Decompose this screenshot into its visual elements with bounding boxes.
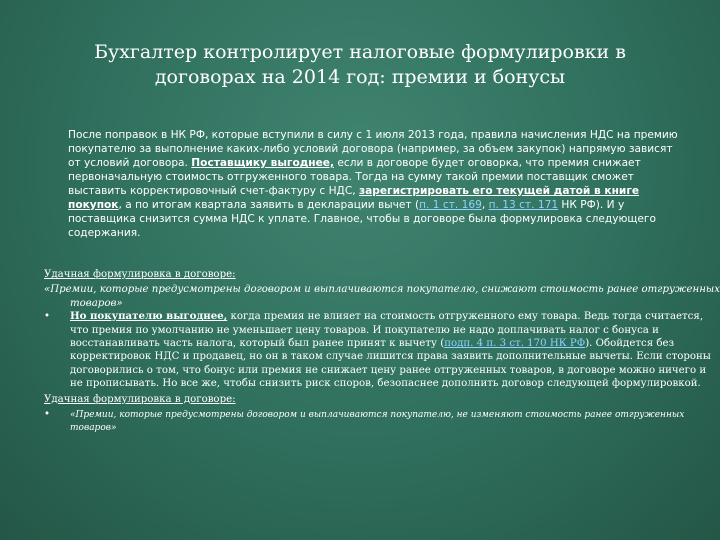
intro-text-2: если в договоре будет оговорка, что премия снижает первоначальную стоимость отгруженного товара. Тогда на сумму такой премии поставщик сможет выставить корректировочный счет-фактуру с НДС, xyxy=(68,157,641,197)
bullet-item-1 xyxy=(44,310,720,390)
bullet-2-text: «Премии, которые предусмотрены договором и выплачиваются покупателю, не изменяют стоимость ранее отгруженных товаров» xyxy=(70,410,685,434)
link-podp4-p3-st170[interactable]: подп. 4 п. 3 ст. 170 НК РФ xyxy=(444,338,586,350)
bullet-symbol-1: • xyxy=(44,311,51,323)
intro-sep: , xyxy=(481,199,489,211)
intro-text-4: НК РФ). И у поставщика снизится сумма НДС к уплате. Главное, чтобы в договоре была формулировка следующего содержания. xyxy=(68,199,656,239)
quote-1-line-1: «Премии, которые предусмотрены договором и выплачиваются покупателю, снижают стоимость ранее отгруженных xyxy=(44,284,720,296)
title-line-1: Бухгалтер контролирует налоговые формулировки в xyxy=(94,41,626,63)
bullet-symbol-2: • xyxy=(44,409,51,421)
bullet-1-text-1: когда премия не влияет на стоимость отгруженного ему товара. Ведь тогда считается, что премия по умолчанию не уменьшает цену товаров. И покупателю не надо доплачивать налог с бонуса и восстанавливать часть налога, который был ранее принят к вычету ( xyxy=(70,311,704,350)
title-line-2: договорах на 2014 год: премии и бонусы xyxy=(154,66,566,88)
bullet-1-text-2: ). Обойдется без корректировок НДС и продавец, но он в таком случае лишится права заявить дополнительные вычеты. Если стороны договорились о том, что бонус или премия не снижает цену ранее отгруженных товаров, в договоре можно ничего и не прописывать. Но все же, чтобы снизить риск споров, безопаснее дополнить договор следующей формулировкой. xyxy=(70,338,711,390)
section-heading-2: Удачная формулировка в договоре: xyxy=(44,393,236,405)
link-p13-st171[interactable]: п. 13 ст. 171 xyxy=(488,199,559,211)
section-heading-1: Удачная формулировка в договоре: xyxy=(44,269,236,280)
slide-title xyxy=(60,40,660,90)
bullet-item-2 xyxy=(44,408,720,435)
lower-section xyxy=(44,268,720,435)
intro-emphasis-supplier: Поставщику выгоднее, xyxy=(191,157,334,169)
link-p1-st169[interactable]: п. 1 ст. 169 xyxy=(419,199,482,211)
intro-emphasis-register: зарегистрировать его текущей датой в книге покупок xyxy=(68,185,640,211)
quote-1-line-2: товаров» xyxy=(70,297,123,309)
bullet-1-lead: Но покупателю выгоднее, xyxy=(70,310,228,323)
intro-text-1: После поправок в НК РФ, которые вступили в силу с 1 июля 2013 года, правила начисления НДС на премию покупателю за выполнение каких-либо условий договора (например, за объем закупок) напрямую зависят от условий договора. xyxy=(68,129,678,169)
intro-paragraph xyxy=(68,128,680,240)
intro-text-3: , а по итогам квартала заявить в декларации вычет ( xyxy=(118,199,420,211)
